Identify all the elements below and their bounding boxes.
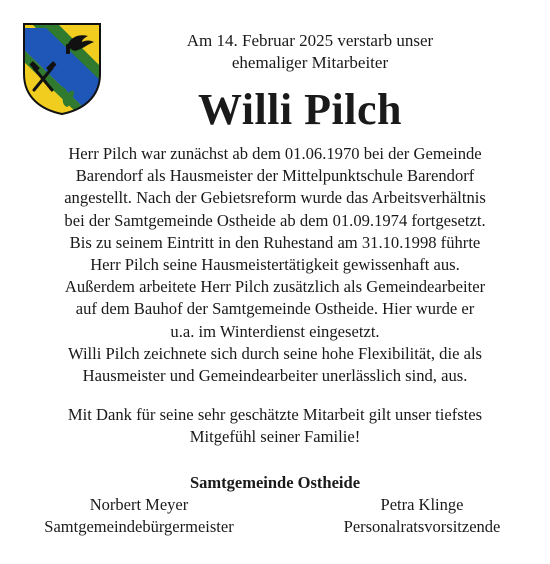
obituary-body: [20, 143, 530, 387]
signatory-title: Personalratsvorsitzende: [343, 517, 501, 536]
condolence-text: [20, 404, 530, 448]
body-line: Herr Pilch seine Hausmeistertätigkeit gewissenhaft aus.: [90, 255, 460, 275]
body-line: Barendorf als Hausmeister der Mittelpunktschule Barendorf: [75, 166, 475, 186]
condolence-line: Mit Dank für seine sehr geschätzte Mitarbeit gilt unser tiefstes: [67, 405, 483, 424]
condolence-line: Mitgefühl seiner Familie!: [189, 427, 361, 447]
signatory-right: [322, 494, 522, 538]
organization-name: Samtgemeinde Ostheide: [189, 473, 361, 492]
body-line: bei der Samtgemeinde Ostheide ab dem 01.09.1974 fortgesetzt.: [64, 210, 486, 230]
body-line: Außerdem arbeitete Herr Pilch zusätzlich als Gemeindearbeiter: [64, 277, 486, 297]
body-line: auf dem Bauhof der Samtgemeinde Ostheide. Hier wurde er: [75, 299, 475, 319]
body-line: angestellt. Nach der Gebietsreform wurde das Arbeitsverhältnis: [64, 188, 486, 208]
intro-line: ehemaliger Mitarbeiter: [231, 53, 389, 72]
body-line: Bis zu seinem Eintritt in den Ruhestand am 31.10.1998 führte: [69, 232, 481, 252]
deceased-name: Willi Pilch: [198, 85, 402, 134]
body-line: Herr Pilch war zunächst ab dem 01.06.1970 bei der Gemeinde: [68, 144, 482, 163]
signatory-left: [24, 494, 254, 538]
intro-line: Am 14. Februar 2025 verstarb unser: [186, 31, 434, 50]
body-line: Willi Pilch zeichnete sich durch seine hohe Flexibilität, die als: [67, 343, 483, 363]
body-line: Hausmeister und Gemeindearbeiter unerlässlich sind, aus.: [82, 366, 468, 386]
signatory-name: Petra Klinge: [380, 495, 464, 514]
body-line: u.a. im Winterdienst eingesetzt.: [170, 321, 380, 341]
signatory-title: Samtgemeindebürgermeister: [44, 517, 234, 536]
intro-text: [130, 30, 490, 74]
signatory-name: Norbert Meyer: [89, 495, 189, 514]
